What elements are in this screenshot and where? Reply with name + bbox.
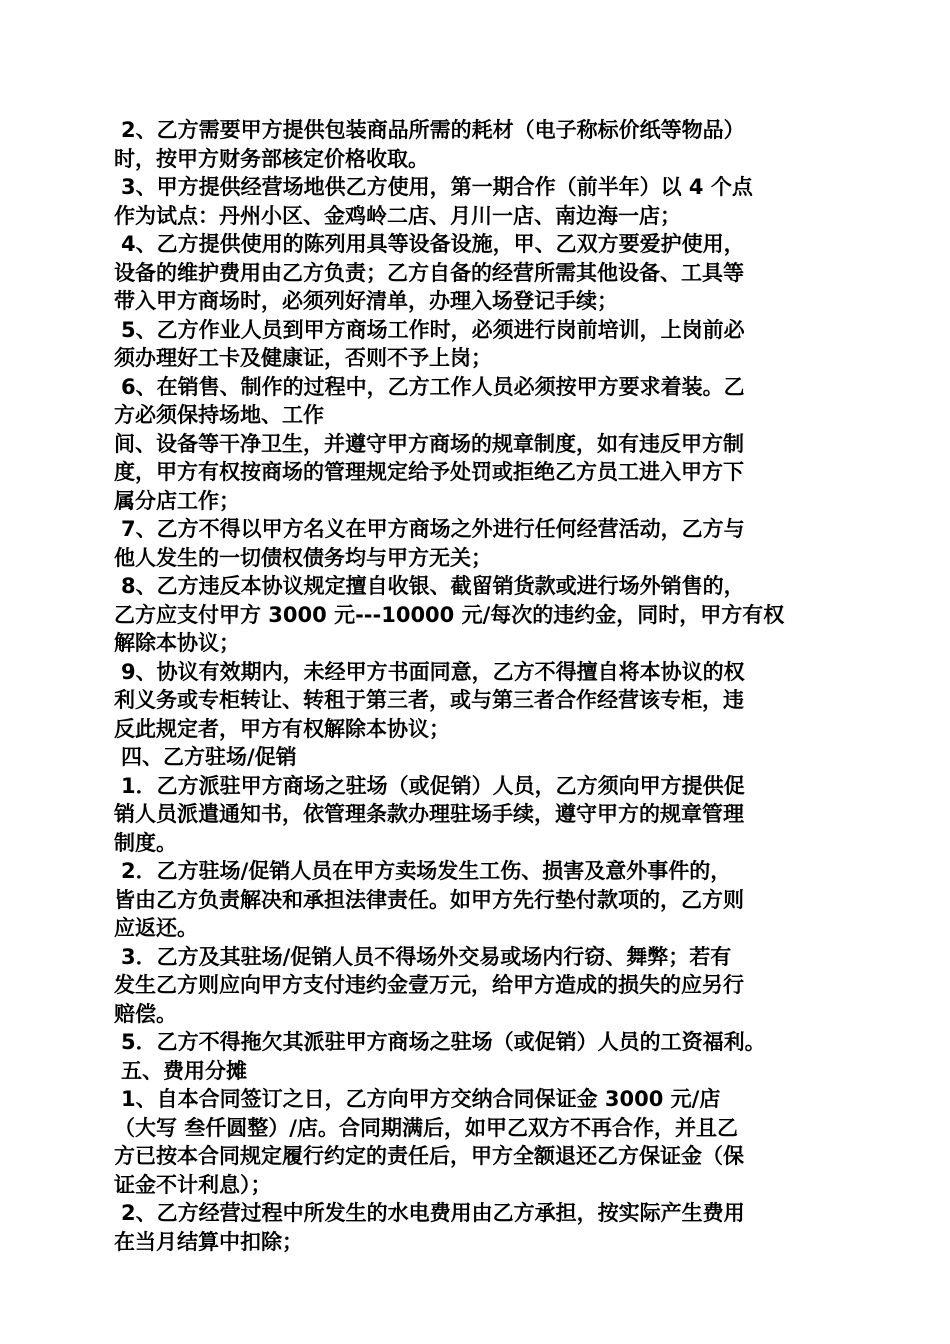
text-line: 利义务或专柜转让、转租于第三者，或与第三者合作经营该专柜，违 [114,688,744,712]
text-line: 应返还。 [114,916,198,940]
text-line: 4、乙方提供使用的陈列用具等设备设施，甲、乙双方要爱护使用， [121,232,745,256]
text-line: 须办理好工卡及健康证，否则不予上岗； [114,346,492,370]
text-line: 度，甲方有权按商场的管理规定给予处罚或拒绝乙方员工进入甲方下 [114,460,744,484]
text-line: 五、费用分摊 [121,1058,247,1083]
text-line: （大写 叁仟圆整）/店。合同期满后，如甲乙双方不再合作，并且乙 [114,1115,738,1140]
text-line: 5．乙方不得拖欠其派驻甲方商场之驻场（或促销）人员的工资福利。 [121,1030,766,1054]
text-line: 作为试点：丹州小区、金鸡岭二店、月川一店、南边海一店； [114,203,681,228]
text-line: 9、协议有效期内，未经甲方书面同意，乙方不得擅自将本协议的权 [121,659,745,684]
text-line: 设备的维护费用由乙方负责；乙方自备的经营所需其他设备、工具等 [114,260,744,285]
text-line: 皆由乙方负责解决和承担法律责任。如甲方先行垫付款项的，乙方则 [114,887,744,912]
document-body [114,116,844,1256]
text-line: 制度。 [114,830,177,855]
text-line: 时，按甲方财务部核定价格收取。 [114,146,429,171]
text-line: 四、乙方驻场/促销 [121,745,297,769]
text-line: 6、在销售、制作的过程中，乙方工作人员必须按甲方要求着装。乙 [121,374,745,399]
text-line: 赔偿。 [114,1001,177,1026]
text-line: 解除本协议； [114,631,240,655]
text-line: 2、乙方需要甲方提供包装商品所需的耗材（电子称标价纸等物品） [121,118,745,142]
text-line: 证金不计利息）； [114,1172,272,1197]
text-line: 5、乙方作业人员到甲方商场工作时，必须进行岗前培训，上岗前必 [121,317,745,342]
text-line: 属分店工作； [114,488,240,513]
text-line: 间、设备等干净卫生，并遵守甲方商场的规章制度，如有违反甲方制 [114,431,744,456]
text-line: 1．乙方派驻甲方商场之驻场（或促销）人员，乙方须向甲方提供促 [121,773,745,798]
text-line: 反此规定者，甲方有权解除本协议； [114,716,450,741]
text-line: 销人员派遣通知书，依管理条款办理驻场手续，遵守甲方的规章管理 [114,802,744,826]
text-line: 方已按本合同规定履行约定的责任后，甲方全额退还乙方保证金（保 [114,1144,744,1168]
text-line: 乙方应支付甲方 3000 元---10000 元/每次的违约金，同时，甲方有权 [114,602,785,627]
text-line: 他人发生的一切债权债务均与甲方无关； [114,545,492,570]
text-line: 方必须保持场地、工作 [114,403,324,427]
text-line: 发生乙方则应向甲方支付违约金壹万元，给甲方造成的损失的应另行 [114,973,744,997]
text-line: 2、乙方经营过程中所发生的水电费用由乙方承担，按实际产生费用 [121,1201,745,1225]
text-line: 3、甲方提供经营场地供乙方使用，第一期合作（前半年）以 4 个点 [121,175,753,199]
text-line: 8、乙方违反本协议规定擅自收银、截留销货款或进行场外销售的， [121,574,745,598]
text-line: 1、自本合同签订之日，乙方向甲方交纳合同保证金 3000 元/店 [121,1087,721,1111]
text-line: 2．乙方驻场/促销人员在甲方卖场发生工伤、损害及意外事件的， [121,859,732,883]
text-line: 在当月结算中扣除； [114,1229,303,1254]
text-line: 带入甲方商场时，必须列好清单，办理入场登记手续； [114,289,618,313]
text-line: 3．乙方及其驻场/促销人员不得场外交易或场内行窃、舞弊；若有 [121,944,732,969]
text-line: 7、乙方不得以甲方名义在甲方商场之外进行任何经营活动，乙方与 [121,517,745,541]
